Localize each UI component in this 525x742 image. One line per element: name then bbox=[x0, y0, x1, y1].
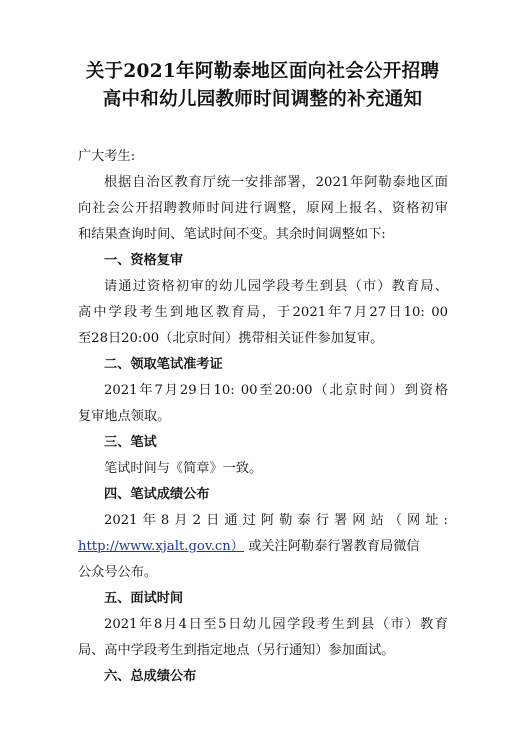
section-5-line-1: 2021年8月4日至5日幼儿园学段考生到县（市）教育 bbox=[104, 617, 448, 632]
intro-line-3: 和结果查询时间、笔试时间不变。其余时间调整如下: bbox=[78, 227, 386, 242]
section-2-line-1: 2021年7月29日10: 00至20:00（北京时间）到资格 bbox=[104, 383, 448, 398]
section-1-line-3: 至28日20:00（北京时间）携带相关证件参加复审。 bbox=[78, 331, 384, 346]
section-4-line-3: 公众号公布。 bbox=[78, 565, 158, 580]
document-title-line-1: 关于2021年阿勒泰地区面向社会公开招聘 bbox=[85, 61, 440, 82]
section-heading-written-results: 四、笔试成绩公布 bbox=[104, 487, 210, 502]
section-4-line-1: 2021年8月2日通过阿勒泰行署网站（网址: bbox=[104, 513, 448, 528]
section-heading-total-score: 六、总成绩公布 bbox=[104, 669, 197, 684]
section-heading-admission-ticket: 二、领取笔试准考证 bbox=[104, 357, 223, 372]
document-title-line-2: 高中和幼儿园教师时间调整的补充通知 bbox=[102, 89, 423, 110]
section-heading-qualification-review: 一、资格复审 bbox=[104, 253, 184, 268]
section-1-line-1: 请通过资格初审的幼儿园学段考生到县（市）教育局、 bbox=[104, 279, 448, 294]
section-4-line-2 bbox=[78, 537, 420, 557]
website-link[interactable]: http://www.xjalt.gov.cn） bbox=[78, 539, 244, 554]
section-4-line-2-text: 或关注阿勒泰行署教育局微信 bbox=[248, 539, 420, 554]
section-3-line-1: 笔试时间与《简章》一致。 bbox=[104, 461, 263, 476]
intro-line-2: 向社会公开招聘教师时间进行调整，原网上报名、资格初审 bbox=[78, 201, 448, 216]
section-2-line-2: 复审地点领取。 bbox=[78, 409, 171, 424]
section-1-line-2: 高中学段考生到地区教育局，于2021年7月27日10: 00 bbox=[78, 305, 448, 320]
salutation: 广大考生: bbox=[78, 149, 136, 164]
section-5-line-2: 局、高中学段考生到指定地点（另行通知）参加面试。 bbox=[78, 643, 395, 658]
section-heading-written-exam: 三、笔试 bbox=[104, 435, 157, 450]
intro-line-1: 根据自治区教育厅统一安排部署，2021年阿勒泰地区面 bbox=[104, 175, 448, 190]
section-heading-interview-time: 五、面试时间 bbox=[104, 591, 184, 606]
